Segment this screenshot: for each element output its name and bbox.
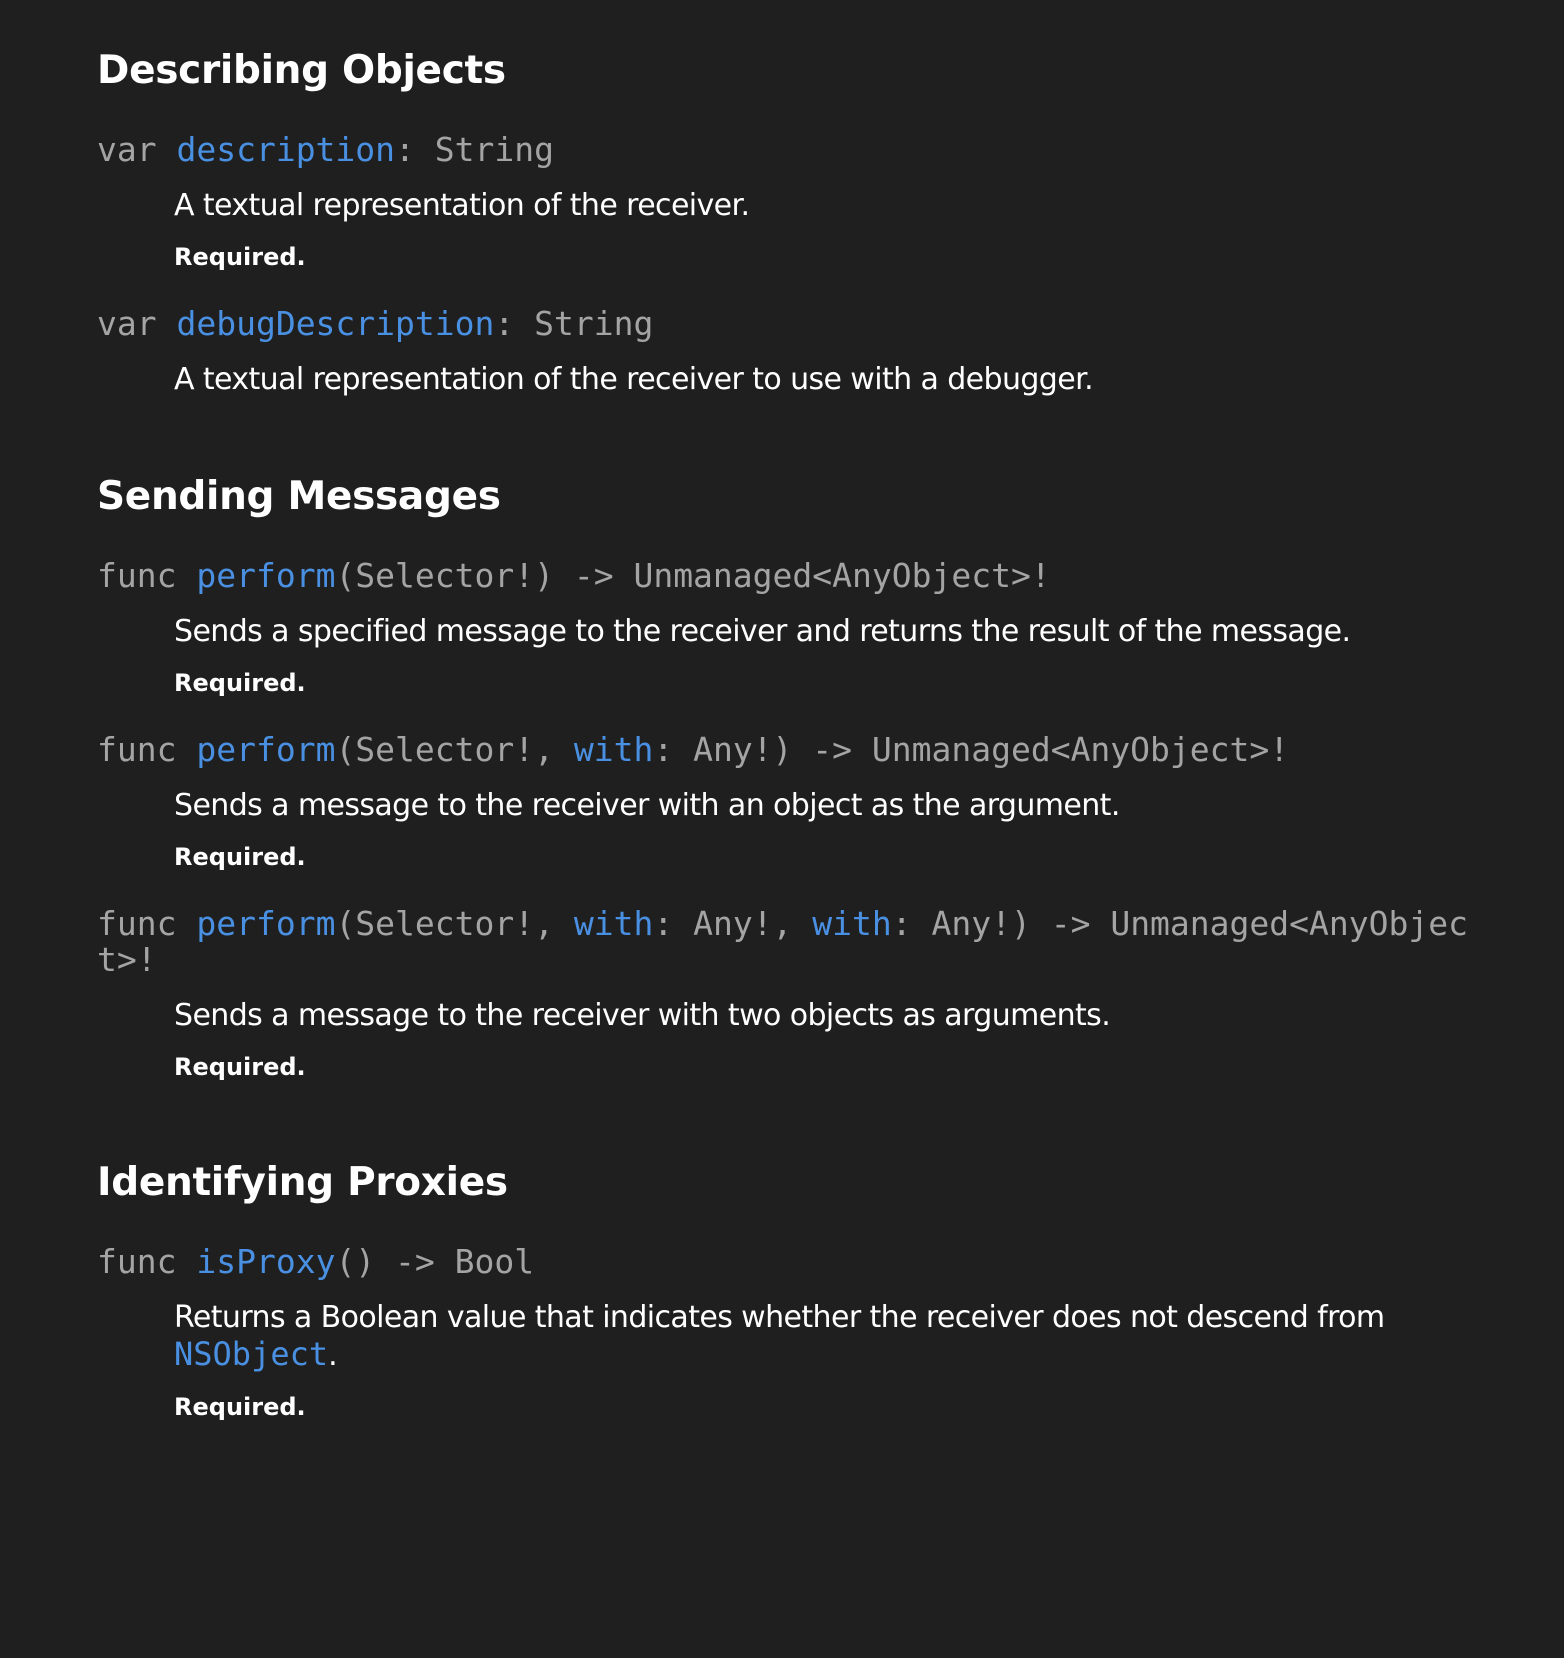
- symbol-link-description[interactable]: description: [176, 130, 396, 169]
- symbol-link-perform-with-with[interactable]: perform: [196, 904, 336, 943]
- symbol-description: [97, 132, 1484, 272]
- symbol-link-perform[interactable]: perform: [196, 556, 336, 595]
- declaration: func perform(Selector!, with: Any!) -> Unmanaged<AnyObject>!: [97, 730, 1290, 769]
- symbol-abstract: A textual representation of the receiver.: [174, 188, 750, 223]
- declaration: var debugDescription: String: [97, 304, 654, 343]
- argument-label: with: [812, 904, 892, 943]
- argument-label: with: [573, 730, 654, 769]
- symbol-abstract: Returns a Boolean value that indicates whether the receiver does not descend from NSObject.: [174, 1300, 1385, 1373]
- declaration: func isProxy() -> Bool: [97, 1242, 535, 1281]
- keyword: func: [97, 1242, 177, 1281]
- section-title: Identifying Proxies: [97, 1160, 508, 1205]
- symbol-link-debug-description[interactable]: debugDescription: [176, 304, 495, 343]
- required-badge: Required.: [174, 669, 306, 697]
- declaration: var description: String: [97, 130, 554, 169]
- keyword: func: [97, 904, 177, 943]
- argument-label: with: [573, 904, 654, 943]
- symbol-perform: [97, 558, 1484, 698]
- nsobject-link[interactable]: NSObject: [174, 1335, 329, 1373]
- symbol-abstract: Sends a message to the receiver with an object as the argument.: [174, 788, 1120, 823]
- required-badge: Required.: [174, 843, 306, 871]
- symbol-debug-description: [97, 306, 1484, 398]
- symbol-link-is-proxy[interactable]: isProxy: [196, 1242, 336, 1281]
- symbol-abstract: Sends a message to the receiver with two objects as arguments.: [174, 998, 1111, 1033]
- keyword: func: [97, 730, 177, 769]
- required-badge: Required.: [174, 1053, 306, 1081]
- keyword: var: [97, 130, 157, 169]
- symbol-perform-with-with: [97, 906, 1484, 1082]
- section-sending-messages: [97, 398, 1484, 1082]
- declaration: func perform(Selector!, with: Any!, with: Any!) -> Unmanaged<AnyObject>!: [97, 904, 1468, 979]
- symbol-link-perform-with[interactable]: perform: [196, 730, 336, 769]
- required-badge: Required.: [174, 1393, 306, 1421]
- section-title: Sending Messages: [97, 474, 501, 519]
- section-title: Describing Objects: [97, 48, 506, 93]
- section-describing-objects: [97, 0, 1484, 398]
- keyword: func: [97, 556, 177, 595]
- symbol-abstract: Sends a specified message to the receiver and returns the result of the message.: [174, 614, 1351, 649]
- keyword: var: [97, 304, 157, 343]
- symbol-perform-with: [97, 732, 1484, 872]
- symbol-is-proxy: [97, 1244, 1484, 1422]
- symbol-abstract: A textual representation of the receiver to use with a debugger.: [174, 362, 1094, 397]
- required-badge: Required.: [174, 243, 306, 271]
- section-identifying-proxies: [97, 1082, 1484, 1422]
- declaration: func perform(Selector!) -> Unmanaged<AnyObject>!: [97, 556, 1051, 595]
